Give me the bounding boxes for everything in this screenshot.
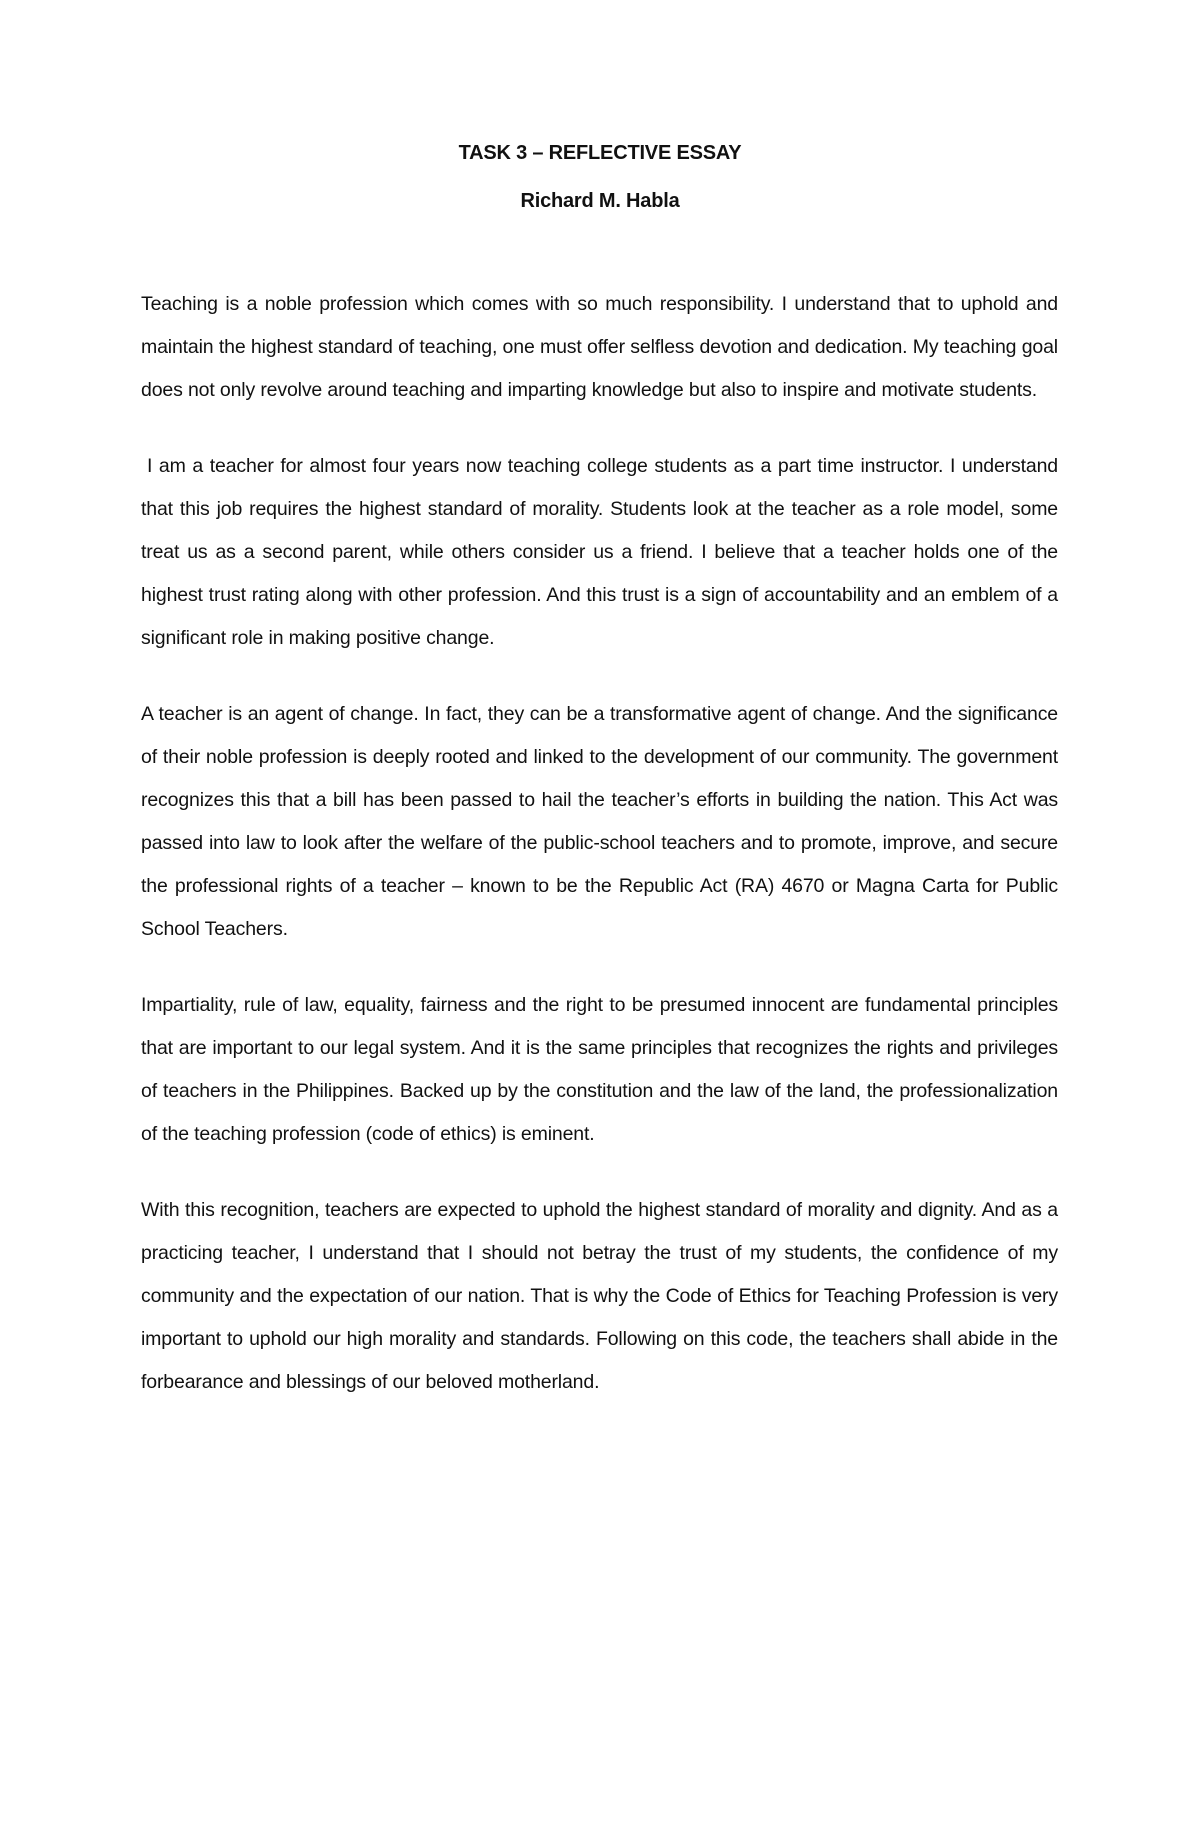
document-title: TASK 3 – REFLECTIVE ESSAY [458,142,742,164]
paragraph: I am a teacher for almost four years now teaching college students as a part time instructor. I understand that this job requires the highest standard of morality. Students look at the teacher as a role model, some treat us as a second parent, while others consider us a friend. I believe that a teacher holds one of the highest trust rating along with other profession. And this trust is a sign of accountability and an emblem of a significant role in making positive change. [141,455,1058,649]
paragraph: A teacher is an agent of change. In fact, they can be a transformative agent of change. And the significance of their noble profession is deeply rooted and linked to the development of our community. The government recognizes this that a bill has been passed to hail the teacher’s efforts in building the nation. This Act was passed into law to look after the welfare of the public-school teachers and to promote, improve, and secure the professional rights of a teacher – known to be the Republic Act (RA) 4670 or Magna Carta for Public School Teachers. [141,703,1058,940]
essay-body [141,283,1058,1437]
paragraph: Impartiality, rule of law, equality, fairness and the right to be presumed innocent are fundamental principles that are important to our legal system. And it is the same principles that recognizes the rights and privileges of teachers in the Philippines. Backed up by the constitution and the law of the land, the professionalization of the teaching profession (code of ethics) is eminent. [141,994,1058,1145]
paragraph: With this recognition, teachers are expected to uphold the highest standard of morality and dignity. And as a practicing teacher, I understand that I should not betray the trust of my students, the confidence of my community and the expectation of our nation. That is why the Code of Ethics for Teaching Profession is very important to uphold our high morality and standards. Following on this code, the teachers shall abide in the forbearance and blessings of our beloved motherland. [141,1199,1058,1393]
paragraph: Teaching is a noble profession which comes with so much responsibility. I understand that to uphold and maintain the highest standard of teaching, one must offer selfless devotion and dedication. My teaching goal does not only revolve around teaching and imparting knowledge but also to inspire and motivate students. [141,293,1058,401]
document-author: Richard M. Habla [520,190,680,212]
